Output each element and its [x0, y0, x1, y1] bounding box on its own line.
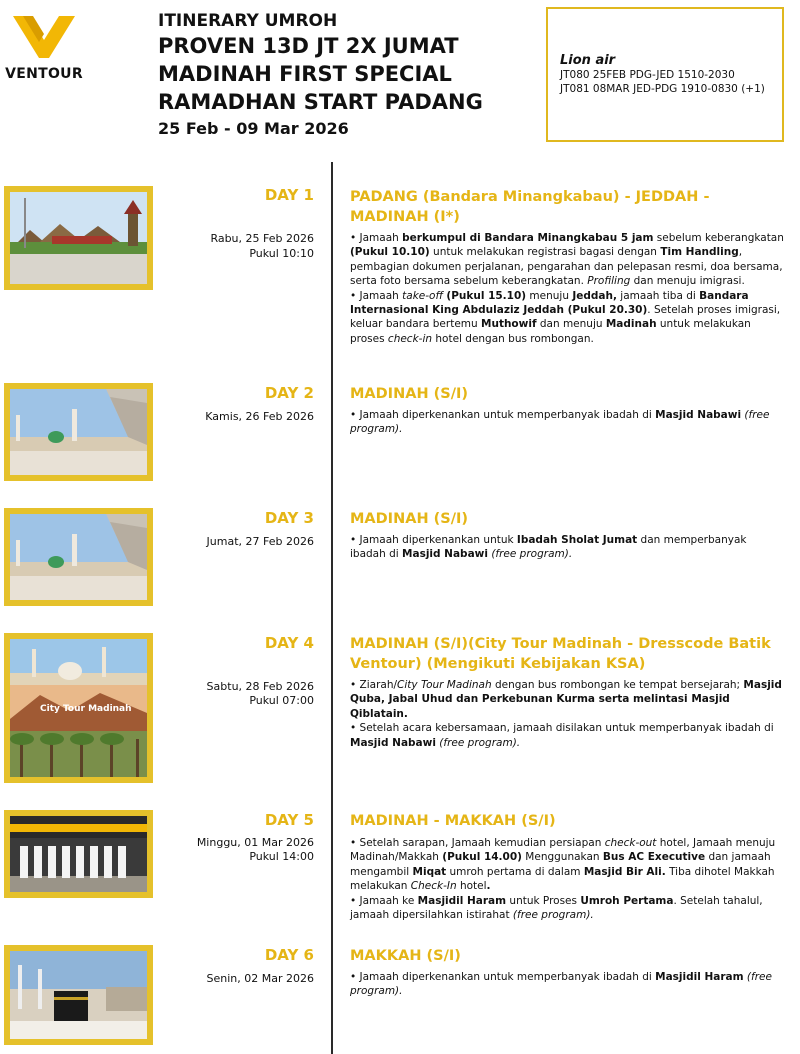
day-description: [350, 231, 784, 346]
bullet-item: [350, 970, 784, 999]
bullet-text: (free program).: [350, 409, 770, 436]
brand-name: VENTOUR: [5, 66, 83, 82]
bullet-text: • Setelah acara kebersamaan, jamaah disilakan untuk memperbanyak ibadah di: [350, 722, 774, 735]
bullet-text: untuk Proses: [506, 894, 581, 907]
bullet-text: umroh pertama di dalam: [446, 865, 584, 878]
bullet-text: jamaah tiba di: [616, 289, 700, 302]
bullet-text: hotel: [456, 880, 487, 893]
title-line-4: RAMADHAN START PADANG: [158, 90, 483, 114]
collage-caption: City Tour Madinah: [40, 704, 132, 714]
bullet-text: check-out: [604, 837, 657, 849]
ventour-logo: [4, 14, 84, 84]
bullet-text: • Jamaah: [350, 232, 403, 244]
day-description: [350, 533, 784, 562]
bullet-text: dan menuju imigrasi.: [630, 275, 745, 288]
bullet-item: [350, 894, 784, 923]
bullet-text: untuk melakukan proses: [350, 318, 751, 345]
day-label: DAY 2: [264, 384, 314, 402]
bullet-text: • Ziarah/: [350, 679, 398, 691]
day-time: Pukul 07:00: [249, 694, 314, 707]
bullet-text: (free program).: [491, 548, 573, 561]
bullet-text: Ibadah Sholat Jumat: [516, 534, 638, 546]
airport-minangkabau-photo: [4, 186, 153, 290]
bullet-text: Miqat: [412, 865, 447, 878]
flight-info-box: [546, 7, 784, 142]
itinerary-title: [158, 10, 538, 142]
day-description: [350, 408, 784, 437]
bullet-text: berkumpul di Bandara Minangkabau 5 jam: [402, 232, 654, 244]
bullet-text: Masjid Nabawi: [350, 736, 436, 749]
bullet-text: Muthowif: [481, 318, 537, 331]
day-label: DAY 6: [264, 946, 314, 964]
bullet-text: Bus AC Executive: [602, 851, 706, 864]
bullet-text: Madinah: [605, 318, 657, 331]
bullet-item: [350, 408, 784, 437]
bullet-text: (Pukul 15.10): [446, 289, 527, 302]
bullet-text: Tim Handling: [660, 246, 739, 259]
day-title: MADINAH (S/I): [350, 511, 469, 527]
bullet-text: • Setelah sarapan, Jamaah kemudian persiapan: [350, 837, 605, 849]
bullet-text: Tiba dihotel Makkah melakukan: [350, 865, 775, 893]
bullet-text: Masjid Quba, Jabal Uhud dan Perkebunan Kurma serta melintasi Masjid Qiblatain.: [350, 679, 782, 720]
masjid-nabawi-photo: [4, 508, 153, 606]
day-time: Pukul 14:00: [249, 850, 314, 863]
bullet-text: . Setelah proses imigrasi, keluar bandara bertemu: [350, 304, 781, 331]
bullet-item: [350, 231, 784, 289]
bullet-text: Masjidil Haram: [655, 971, 744, 983]
title-line-3: MADINAH FIRST SPECIAL: [158, 62, 452, 86]
bullet-text: menuju: [526, 289, 573, 302]
bullet-text: • Jamaah diperkenankan untuk memperbanyak ibadah di: [350, 409, 656, 421]
day-title: MADINAH (S/I): [350, 386, 469, 402]
day-date: Sabtu, 28 Feb 2026: [206, 680, 314, 693]
bullet-text: (free program).: [350, 971, 772, 998]
day-description: [350, 836, 784, 922]
group-bus-photo: [4, 810, 153, 898]
timeline-divider: [331, 162, 333, 1054]
bullet-text: Masjid Bir Ali.: [583, 865, 666, 878]
title-line-1: ITINERARY UMROH: [158, 11, 338, 31]
bullet-text: Jeddah,: [572, 289, 617, 302]
day-title: PADANG (Bandara Minangkabau) - JEDDAH - MADINAH (I*): [350, 189, 710, 225]
title-line-2: PROVEN 13D JT 2X JUMAT: [158, 34, 459, 58]
bullet-text: (Pukul 10.10): [350, 246, 430, 259]
bullet-text: • Jamaah ke: [350, 894, 418, 907]
bullet-text: Umroh Pertama: [580, 894, 674, 907]
day-description: [350, 678, 784, 750]
day-date: Rabu, 25 Feb 2026: [210, 232, 314, 245]
bullet-text: • Jamaah: [350, 289, 403, 302]
day-title: MADINAH - MAKKAH (S/I): [350, 813, 556, 829]
ventour-v-logo-icon: [11, 14, 77, 64]
masjid-nabawi-photo: [4, 383, 153, 481]
day-date: Kamis, 26 Feb 2026: [205, 410, 314, 423]
bullet-text: Masjid Nabawi: [655, 409, 742, 421]
bullet-text: Profiling: [587, 275, 631, 288]
bullet-text: Menggunakan: [521, 851, 603, 864]
bullet-text: untuk melakukan registrasi bagasi dengan: [429, 246, 661, 259]
airline-name: Lion air: [560, 53, 616, 68]
bullet-text: take-off: [402, 289, 444, 302]
bullet-item: [350, 678, 784, 721]
bullet-text: dengan bus rombongan ke tempat bersejarah;: [491, 679, 744, 691]
bullet-text: (Pukul 14.00): [442, 851, 522, 864]
bullet-text: Bandara Internasional King Abdulaziz Jeddah (Pukul 20.30): [350, 289, 749, 317]
bullet-text: dan memperbanyak ibadah di: [350, 534, 747, 561]
bullet-text: .: [486, 880, 491, 893]
day-title: MADINAH (S/I)(City Tour Madinah - Dresscode Batik Ventour) (Mengikuti Kebijakan KSA): [350, 636, 771, 672]
day-label: DAY 4: [264, 634, 314, 652]
bullet-text: dan menuju: [536, 318, 606, 331]
bullet-text: Masjidil Haram: [417, 894, 507, 907]
bullet-text: (free program).: [439, 736, 521, 749]
bullet-text: Masjid Nabawi: [402, 548, 488, 561]
day-date: Senin, 02 Mar 2026: [206, 972, 314, 985]
day-date: Jumat, 27 Feb 2026: [206, 535, 314, 548]
city-tour-madinah-collage: [4, 633, 153, 783]
bullet-item: [350, 289, 784, 347]
bullet-text: Check-In: [410, 880, 457, 893]
day-description: [350, 970, 784, 999]
bullet-text: , pembagian dokumen perjalanan, pengarahan dan pelepasan resmi, doa bersama, serta foto bersama sebelum keberangkatan.: [350, 246, 783, 288]
day-time: Pukul 10:10: [249, 247, 314, 260]
trip-dates: 25 Feb - 09 Mar 2026: [158, 119, 349, 138]
bullet-item: [350, 533, 784, 562]
bullet-text: check-in: [387, 332, 433, 345]
bullet-text: hotel, Jamaah menuju Madinah/Makkah: [350, 837, 776, 864]
flight-outbound: JT080 25FEB PDG-JED 1510-2030: [560, 69, 735, 81]
bullet-item: [350, 721, 784, 750]
day-title: MAKKAH (S/I): [350, 948, 461, 964]
day-label: DAY 3: [264, 509, 314, 527]
flight-return: JT081 08MAR JED-PDG 1910-0830 (+1): [560, 83, 765, 95]
bullet-text: (free program).: [512, 909, 594, 922]
day-label: DAY 5: [264, 811, 314, 829]
bullet-text: hotel dengan bus rombongan.: [432, 332, 594, 345]
bullet-text: City Tour Madinah: [397, 679, 492, 691]
day-label: DAY 1: [264, 186, 314, 204]
day-date: Minggu, 01 Mar 2026: [196, 836, 314, 849]
bullet-item: [350, 836, 784, 894]
bullet-text: dan jamaah mengambil: [350, 851, 771, 878]
bullet-text: • Jamaah diperkenankan untuk memperbanyak ibadah di: [350, 971, 656, 983]
bullet-text: sebelum keberangkatan: [653, 232, 784, 244]
bullet-text: • Jamaah diperkenankan untuk: [350, 534, 517, 546]
kaaba-masjidil-haram-photo: [4, 945, 153, 1045]
bullet-text: . Setelah tahalul, jamaah dipersilahkan istirahat: [350, 894, 763, 922]
